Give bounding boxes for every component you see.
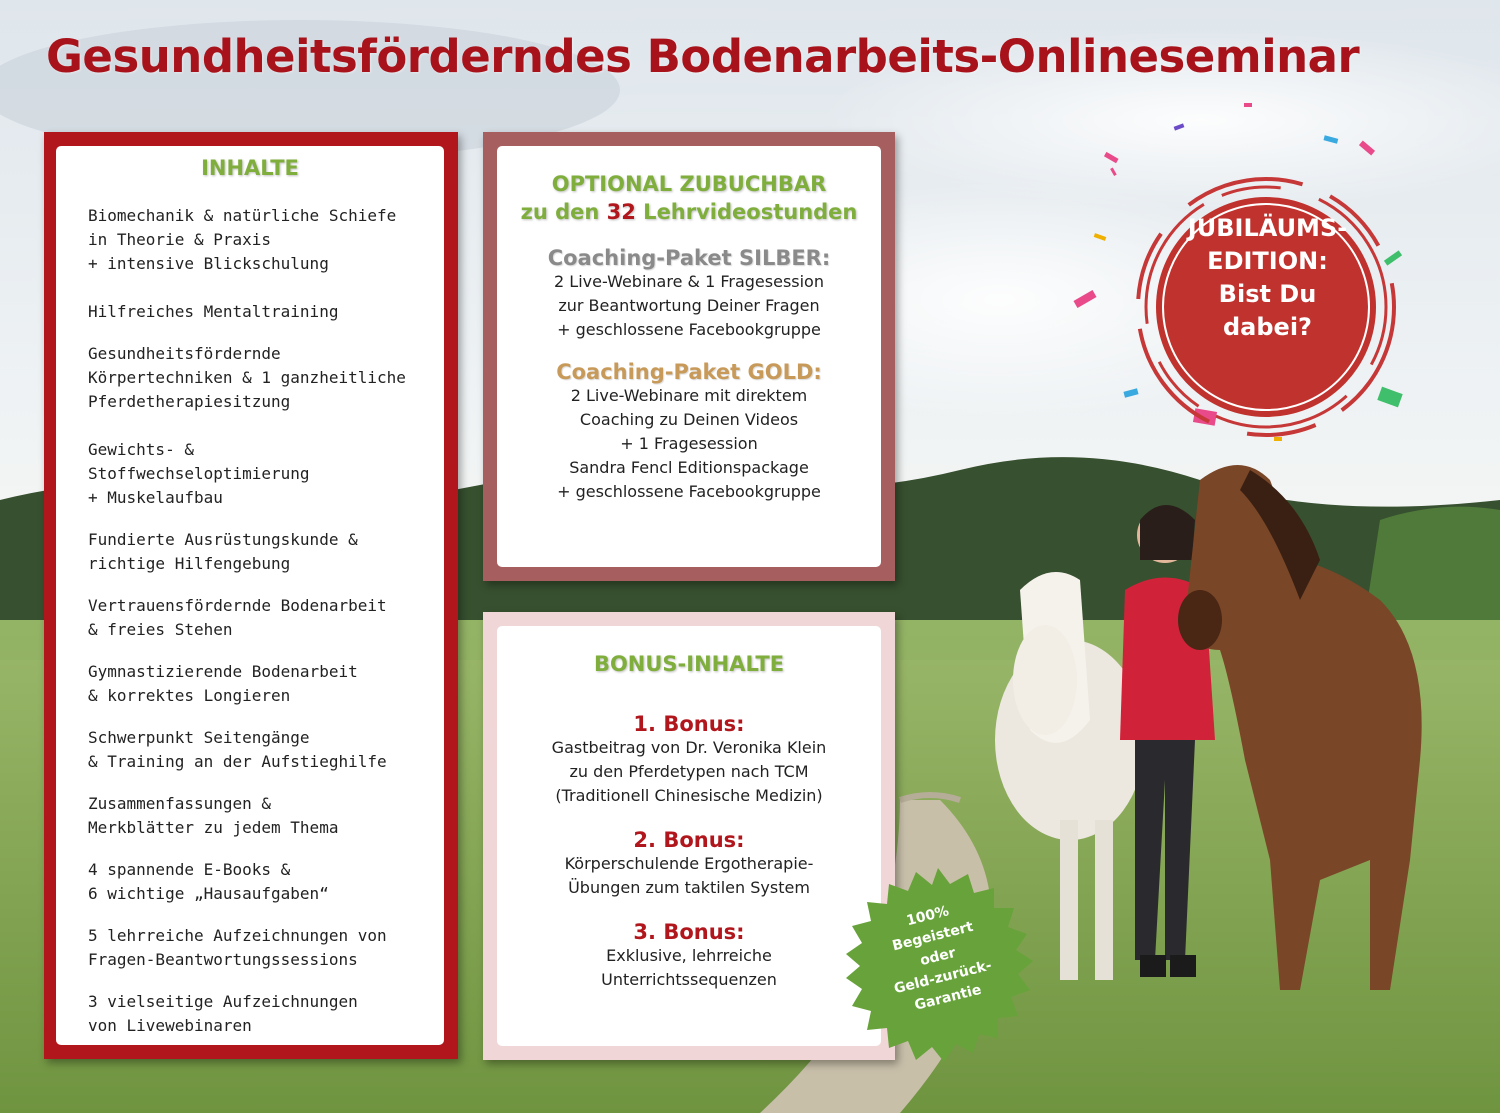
list-item: Biomechanik & natürliche Schiefe in Theorie & Praxis + intensive Blickschulung	[88, 206, 397, 273]
optional-subheading	[497, 200, 881, 224]
bonus-1-text: Gastbeitrag von Dr. Veronika Klein zu den Pferdetypen nach TCM (Traditionell Chinesische Medizin)	[551, 738, 827, 805]
bonus-3-text: Exklusive, lehrreiche Unterrichtssequenzen	[601, 946, 777, 989]
bonus-2-text: Körperschulende Ergotherapie- Übungen zum taktilen System	[564, 854, 814, 897]
list-item: 5 lehrreiche Aufzeichnungen von Fragen-Beantwortungssessions	[88, 926, 387, 969]
hours-count: 32	[606, 200, 636, 224]
bonus-panel	[483, 612, 895, 1060]
bonus-heading: BONUS-INHALTE	[593, 652, 785, 676]
page-title: Gesundheitsförderndes Bodenarbeits-Onlineseminar	[46, 30, 1360, 83]
bonus-1-title: 1. Bonus:	[633, 712, 745, 736]
contents-card	[56, 146, 444, 1045]
silver-package-text: 2 Live-Webinare & 1 Fragesession zur Beantwortung Deiner Fragen + geschlossene Facebookgruppe	[554, 272, 824, 339]
optional-card	[497, 146, 881, 567]
gold-package-text: 2 Live-Webinare mit direktem Coaching zu Deinen Videos + 1 Fragesession Sandra Fencl Editionspackage + geschlossene Facebookgruppe	[557, 386, 821, 501]
list-item: 3 vielseitige Aufzeichnungen von Livewebinaren	[88, 992, 358, 1035]
list-item: Zusammenfassungen & Merkblätter zu jedem Thema	[88, 794, 339, 837]
subheading-suffix: Lehrvideostunden	[635, 200, 858, 224]
optional-panel	[483, 132, 895, 581]
optional-heading: OPTIONAL ZUBUCHBAR	[551, 172, 827, 196]
list-item: Fundierte Ausrüstungskunde & richtige Hilfengebung	[88, 530, 358, 573]
list-item: Hilfreiches Mentaltraining	[88, 302, 339, 321]
subheading-prefix: zu den	[520, 200, 607, 224]
guarantee-seal-text: 100% Begeistert oder Geld-zurück- Garantie	[890, 903, 994, 1014]
list-item: Gewichts- & Stoffwechseloptimierung + Muskelaufbau	[88, 440, 310, 507]
bonus-card	[497, 626, 881, 1046]
contents-panel	[44, 132, 458, 1059]
contents-heading: INHALTE	[201, 156, 299, 180]
bonus-3-title: 3. Bonus:	[633, 920, 745, 944]
list-item: Schwerpunkt Seitengänge & Training an der Aufstieghilfe	[88, 728, 387, 771]
list-item: 4 spannende E-Books & 6 wichtige „Hausaufgaben“	[88, 860, 329, 903]
jubilee-badge-text: JUBILÄUMS- EDITION: Bist Du dabei?	[1187, 214, 1348, 341]
bonus-2-title: 2. Bonus:	[633, 828, 745, 852]
list-item: Gymnastizierende Bodenarbeit & korrektes Longieren	[88, 662, 358, 705]
list-item: Vertrauensfördernde Bodenarbeit & freies Stehen	[88, 596, 387, 639]
list-item: Gesundheitsfördernde Körpertechniken & 1 ganzheitliche Pferdetherapiesitzung	[88, 344, 406, 411]
silver-package-title: Coaching-Paket SILBER:	[547, 246, 831, 270]
gold-package-title: Coaching-Paket GOLD:	[556, 360, 822, 384]
